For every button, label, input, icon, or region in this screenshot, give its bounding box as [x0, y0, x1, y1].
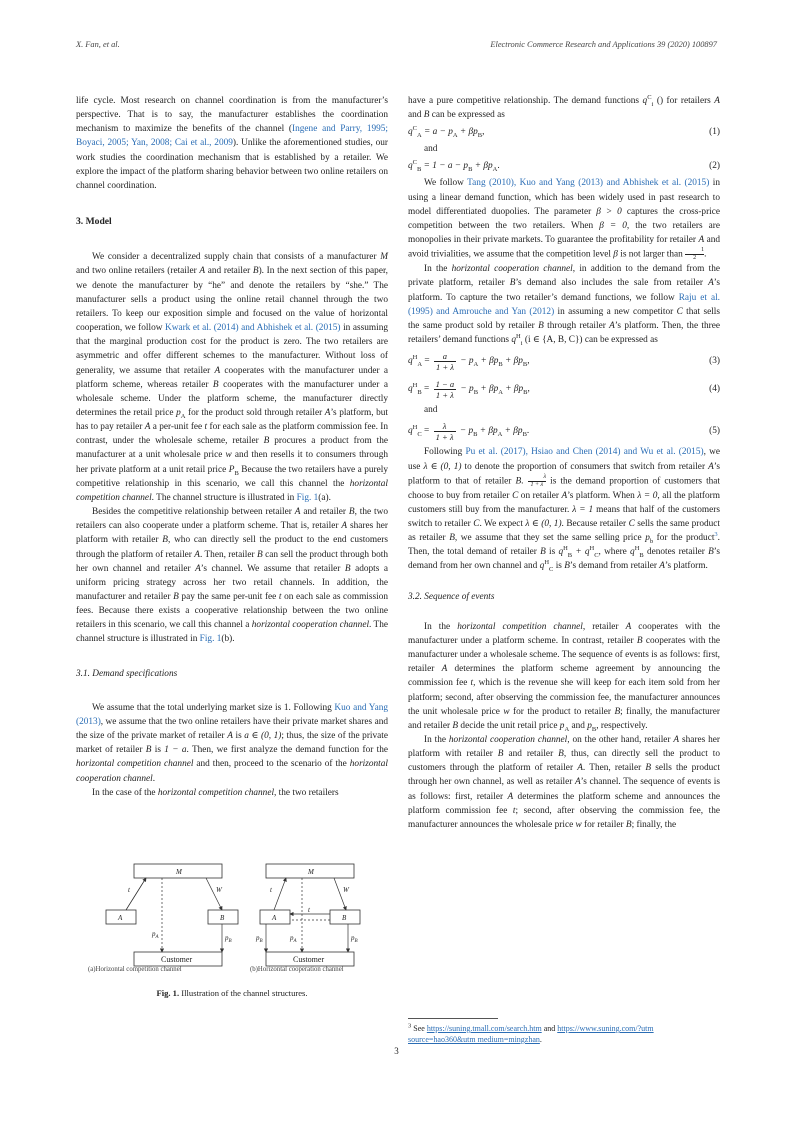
equation-5: $q^H_C$ = $\frac{\lambda}{1 + \lambda}$ − $p_B + \beta p_A + \beta p_B$. (5)	[408, 420, 720, 442]
text-and: and	[424, 405, 438, 416]
label-pa-a: $p_A$	[152, 930, 159, 940]
figure-subcaption-a: (a)Horizontal competition channel	[88, 966, 182, 973]
label-t2-b: t	[308, 906, 310, 914]
label-pb-a: $p_B$	[225, 934, 232, 944]
arrow-w-b	[334, 878, 346, 910]
paragraph-seq1: In the horizontal competition channel, retailer A cooperates with the manufacturer under a platform scheme. In contrast, retailer B cooperates with the manufacturer under a wholesale scheme. The sequence of events is as follows: first, retailer A determines the platform scheme agreement by announcing the commission fee t, which is the revenue she will keep for each item sold from her platform; second, after observing the commission fee, the manufacturer announces the unit wholesale price w for the product to retailer B; finally, the manufacturer and retailer B decide the unit retail price $p_A$ and $p_B$, respectively.	[408, 621, 721, 733]
paragraph-pure: have a pure competitive relationship. The demand functions $q^C_i$ () for retailers A and B can be expressed as	[408, 93, 720, 121]
figure-link[interactable]: Fig. 1	[296, 492, 319, 503]
figure-diagram	[76, 860, 388, 970]
footnote: $^3$ See https://suning.tmall.com/search.htm and https://www.suning.com/?utm source=hao360&utm medium=mingzhan.	[408, 1022, 654, 1044]
citation-link[interactable]: Pu et al. (2017), Hsiao and Chen (2014) and Wu et al. (2015)	[465, 447, 704, 458]
subsection-title-sequence: 3.2. Sequence of events	[408, 591, 495, 602]
label-a-b: A	[272, 914, 277, 922]
right-column	[408, 94, 720, 832]
equation-1: $q^C_A = a - p_A + \beta p_B$, (1)	[408, 125, 720, 140]
paragraph-model: We consider a decentralized supply chain that consists of a manufacturer M and two online retailers (retailer A and retailer B). In the next section of this paper, we denote the manufacturer by “he” and denote the retailers by “she.” The manufacturer sells a product using the online retail channel through the two retailers. To keep our exposition simple and focused on the value of horizontal cooperation, we follow Kwark et al. (2014) and Abhishek et al. (2015) in assuming that the marginal production cost for the product is zero. The two retailers are asymmetric and offer different schemes to the manufacturer. Without loss of generality, we assume that retailer A cooperates with the manufacturer under a platform scheme, whereas retailer B cooperates with the manufacturer under a wholesale scheme. Under the platform scheme, the manufacturer directly determines the retail price $p_A$ for the product sold through retailer A’s platform, but has to pay retailer A a per-unit fee t for each sale as the platform commission fee. In contrast, under the wholesale scheme, retailer B procures a product from the manufacturer at a unit wholesale price w and then resells it to consumers through her private platform at a unit retail price $P_B$ Because the two retailers have a purely competitive relationship in this scenario, we call this channel the horizontal competition channel. The channel structure is illustrated in Fig. 1(a).	[76, 252, 389, 503]
arrow-t-b	[274, 878, 286, 910]
paragraph-intro: life cycle. Most research on channel coordination is from the manufacturer’s perspective. That is to say, the manufacturer establishes the coordination mechanism to maximize the benefits of the channel (Ingene and Parry, 1995; Boyaci, 2005; Yan, 2008; Cai et al., 2009). Unlike the aforementioned studies, our work studies the coordination mechanism that is established by a retailer. We explore the impact of the platform sharing behavior between two online retailers on channel coordination.	[76, 96, 388, 191]
left-column	[76, 94, 388, 800]
paragraph-lambda: Following Pu et al. (2017), Hsiao and Chen (2014) and Wu et al. (2015), we use λ ∈ (0, 1) to denote the proportion of consumers that switch from retailer A’s platform to that of retailer B. $\frac{\lambda}{1 + \lambda}$ is the demand proportion of customers that choose to buy from retailer C on retailer A’s platform. When λ = 0, all the platform customers still buy from the manufacturer. λ = 1 means that half of the customers switch to retailer C. We expect λ ∈ (0, 1). Because retailer C sells the same product as retailer B, we assume that they set the same selling price $p_b$ for the product$^3$. Then, the total demand of retailer B is $q^H_B + q^H_C$, where $q^H_B$ denotes retailer B’s demand from her own channel and $q^H_C$ is B’s demand from retailer A’s platform.	[408, 447, 721, 574]
label-w-a: W	[216, 886, 222, 894]
page-number: 3	[394, 1046, 399, 1056]
figure-link[interactable]: Fig. 1	[199, 634, 222, 645]
paragraph-coop: In the horizontal cooperation channel, in addition to the demand from the private platform, retailer B’s demand also includes the sale from retailer A’s platform. To capture the two retailer’s demand functions, we follow Raju et al. (1995) and Amrouche and Yan (2012) in assuming a new competitor C that sells the same product sold by retailer B through retailer A’s platform. Then, the three retailers’ demand functions $q^H_i$ (i ∈ {A, B, C}) can be expressed as	[408, 264, 721, 347]
section-title-model: 3. Model	[76, 216, 112, 228]
citation-link[interactable]: Kwark et al. (2014) and Abhishek et al. (2015)	[165, 323, 341, 334]
citation-link[interactable]: Ingene and Parry, 1995; Boyaci, 2005; Yan, 2008; Cai et al., 2009	[76, 124, 388, 149]
footnote-rule	[408, 1018, 498, 1019]
label-t-b: t	[270, 886, 272, 894]
text-and: and	[424, 144, 438, 155]
equation-3: $q^H_A$ = $\frac{a}{1 + \lambda}$ − $p_A + \beta p_B + \beta p_B$, (3)	[408, 350, 720, 372]
footnote-link-2[interactable]: https://www.suning.com/?utm source=hao360&utm medium=mingzhan	[408, 1024, 654, 1044]
figure-caption: Fig. 1. Illustration of the channel structures.	[156, 988, 308, 998]
equation-2: $q^C_B = 1 - a - p_B + \beta p_A$. (2)	[408, 159, 720, 174]
citation-link[interactable]: Tang (2010), Kuo and Yang (2013) and Abhishek et al. (2015)	[467, 178, 710, 189]
label-b-a: B	[220, 914, 225, 922]
label-customer-a: Customer	[161, 955, 193, 964]
paragraph-seq2: In the horizontal cooperation channel, on the other hand, retailer A shares her platform with retailer B and retailer B, thus, can directly sell the product to customers through the platform of retailer A. Then, retailer B sells the product through her own channel, as well as retailer A’s channel. The sequence of events is as follows: first, retailer A determines the platform scheme and announces the platform commission fee t; second, after observing the commission fee, the manufacturer announces the wholesale price w for retailer B; finally, the	[408, 735, 721, 830]
footnote-link-1[interactable]: https://suning.tmall.com/search.htm	[426, 1024, 542, 1033]
citation-link[interactable]: Raju et al. (1995) and Amrouche and Yan (2012)	[408, 292, 720, 317]
label-m-b: M	[308, 868, 314, 876]
paragraph-demand: We assume that the total underlying market size is 1. Following Kuo and Yang (2013), we assume that the two online retailers have their private market shares and the size of the private market of retailer A is a ∈ (0, 1); thus, the size of the private market of retailer B is 1 − a. Then, we first analyze the demand function for the horizontal competition channel and then, proceed to the scenario of the horizontal cooperation channel.	[76, 702, 388, 784]
label-pa-b: $p_A$	[290, 934, 297, 944]
label-t-a: t	[128, 886, 130, 894]
label-m-a: M	[176, 868, 182, 876]
label-a-a: A	[118, 914, 123, 922]
label-pb-b: $p_B$	[256, 934, 263, 944]
label-b-b: B	[342, 914, 347, 922]
subsection-title-demand: 3.1. Demand specifications	[76, 668, 178, 679]
citation-link[interactable]: Kuo and Yang (2013)	[76, 702, 388, 727]
label-pb2-b: $p_B$	[351, 934, 358, 944]
label-w-b: W	[343, 886, 349, 894]
footnote-ref[interactable]: 3	[714, 531, 718, 539]
paragraph-besides: Besides the competitive relationship between retailer A and retailer B, the two retailers can also cooperate under a platform scheme. That is, retailer A shares her platform with retailer B, who can directly sell the product to the end customers through the platform of retailer A. Then, retailer B can sell the product through both her own channel and retailer A’s channel. We assume that retailer B adopts a uniform pricing strategy across her two retail channels. In addition, the manufacturer and retailer B pay the same per-unit fee t on each sale as commission fees. Because there exists a cooperative relationship between the two online retailers in this scenario, we call this channel a horizontal cooperation channel. The channel structure is illustrated in Fig. 1(b).	[76, 507, 389, 645]
equation-4: $q^H_B$ = $\frac{1 - a}{1 + \lambda}$ − $p_B + \beta p_A + \beta p_B$, (4)	[408, 378, 720, 400]
paragraph-case: In the case of the horizontal competition channel, the two retailers	[92, 787, 339, 798]
label-customer-b: Customer	[293, 955, 325, 964]
paragraph-follow: We follow Tang (2010), Kuo and Yang (2013) and Abhishek et al. (2015) in using a linear demand function, which has been widely used in past research to model differentiated duopolies. The parameter β > 0 captures the cross-price competition between the two retailers. When β = 0, the two retailers are monopolies in their private markets. To guarantee the profitability for retailer A and avoid trivialities, we assume that the competition level β is not larger than $\frac{1}{2}$.	[408, 178, 721, 262]
header-authors: X. Fan, et al.	[76, 40, 120, 49]
running-header	[76, 40, 717, 54]
header-journal: Electronic Commerce Research and Applications 39 (2020) 100897	[490, 40, 717, 49]
figure-subcaption-b: (b)Horizontal cooperation channel	[250, 966, 344, 973]
arrow-w-a	[206, 878, 222, 910]
